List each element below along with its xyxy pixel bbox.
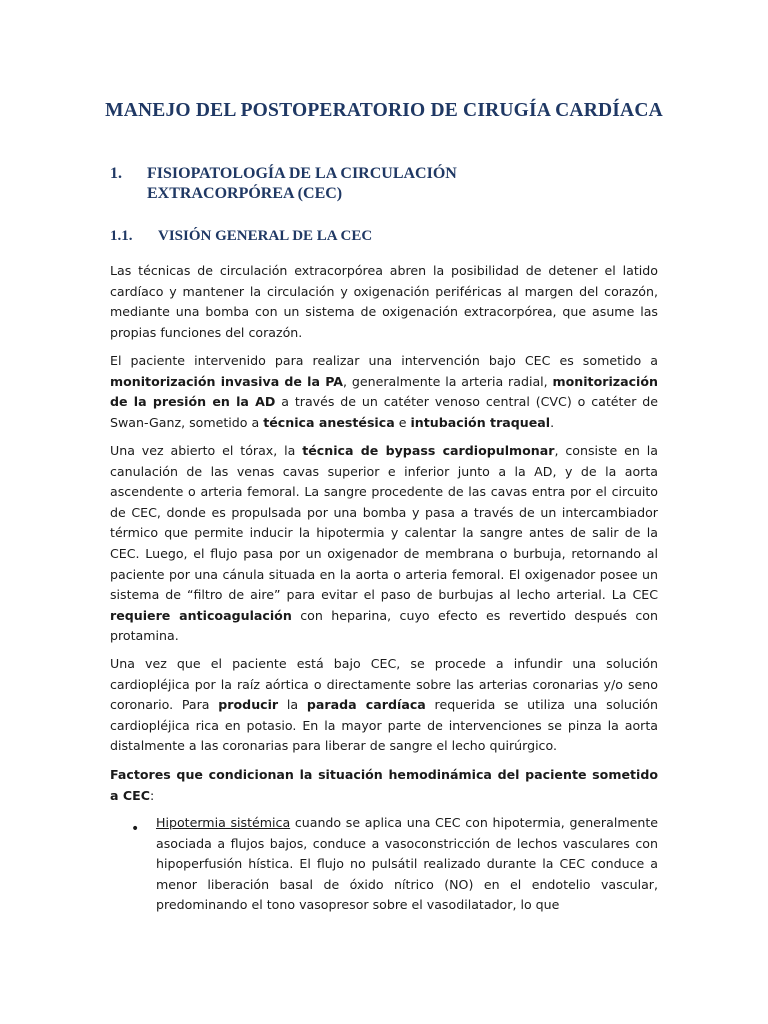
p2-text-4: e (394, 414, 411, 430)
paragraph-4 (110, 654, 658, 757)
p2-text-5: . (550, 414, 555, 430)
p3-bold-2: requiere anticoagulación (110, 607, 292, 623)
p3-text-3: con heparina, cuyo efecto es revertido después con protamina. (110, 607, 658, 644)
p2-bold-1: monitorización invasiva de la PA (110, 373, 344, 389)
p2-text-2: , generalmente la arteria radial, (343, 373, 553, 389)
paragraph-3 (110, 441, 658, 647)
p2-text-3: a través de un catéter venoso central (CVC) o catéter de Swan-Ganz, sometido a (110, 394, 658, 430)
bullet-underlined-term: Hipotermia sistémica (156, 815, 291, 830)
p3-text-2: , consiste en la canulación de las venas cavas superior e inferior junto a la AD, y de la aorta ascendente o arteria femoral. La sangre procedente de las cavas entra por el circuito de CEC, donde es propulsada por una bomba y pasa a través de un intercambiador térmico que permite inducir la hipotermia y calentar la sangre antes de salir de la CEC. Luego, el flujo pasa por un oxigenador de membrana o burbuja, retornando al paciente por una cánula situada en la aorta o arteria femoral. El oxigenador posee un sistema de “filtro de aire” para evitar el paso de burbujas al lecho arterial. La CEC (110, 443, 658, 603)
bullet-marker: • (131, 821, 140, 837)
paragraph-1: Las técnicas de circulación extracorpórea abren la posibilidad de detener el latido cardíaco y mantener la circulación y oxigenación periféricas al margen del corazón, mediante una bomba con un sistema de oxigenación extracorpórea, que asume las propias funciones del corazón. (110, 263, 658, 340)
p2-bold-2: monitorización de la presión en la AD (110, 373, 658, 410)
p3-text-1: Una vez abierto el tórax, la (110, 443, 303, 458)
p4-text-3: requerida se utiliza una solución cardiopléjica rica en potasio. En la mayor parte de intervenciones se pinza la aorta distalmente a las coronarias para liberar de sangre el lecho quirúrgico. (110, 697, 658, 754)
bullet-item-hipotermia (156, 813, 658, 916)
section-1-1-title: VISIÓN GENERAL DE LA CEC (158, 228, 373, 244)
p3-bold-1: técnica de bypass cardiopulmonar (302, 443, 555, 458)
document-title: MANEJO DEL POSTOPERATORIO DE CIRUGÍA CARDÍACA (105, 100, 663, 121)
p2-bold-4: intubación traqueal (410, 414, 551, 430)
bullet-text: cuando se aplica una CEC con hipotermia, generalmente asociada a flujos bajos, conduce a vasoconstricción de lechos vasculares con hipoperfusión hística. El flujo no pulsátil realizado durante la CEC conduce a menor liberación basal de óxido nítrico (NO) en el endotelio vascular, predominando el tono vasopresor sobre el vasodilatador, lo que (156, 815, 659, 913)
p4-bold-2: parada cardíaca (306, 697, 426, 713)
p2-text-1: El paciente intervenido para realizar una intervención bajo CEC es sometido a (110, 353, 658, 368)
p4-text-2: la (278, 697, 307, 713)
factors-heading (110, 765, 658, 806)
paragraph-2 (110, 351, 658, 433)
section-1-title: FISIOPATOLOGÍA DE LA CIRCULACIÓN EXTRACORPÓREA (CEC) (147, 165, 457, 202)
factors-heading-colon: : (149, 787, 155, 803)
p4-bold-1: producir (218, 697, 279, 713)
p4-text-1: Una vez que el paciente está bajo CEC, se procede a infundir una solución cardiopléjica por la raíz aórtica o directamente sobre las arterias coronarias y/o seno coronario. Para (110, 656, 658, 713)
section-1-number: 1. (110, 165, 122, 182)
factors-heading-bold: Factores que condicionan la situación hemodinámica del paciente sometido a CEC (110, 767, 658, 803)
section-1-1-number: 1.1. (110, 228, 133, 244)
p2-bold-3: técnica anestésica (263, 414, 395, 430)
